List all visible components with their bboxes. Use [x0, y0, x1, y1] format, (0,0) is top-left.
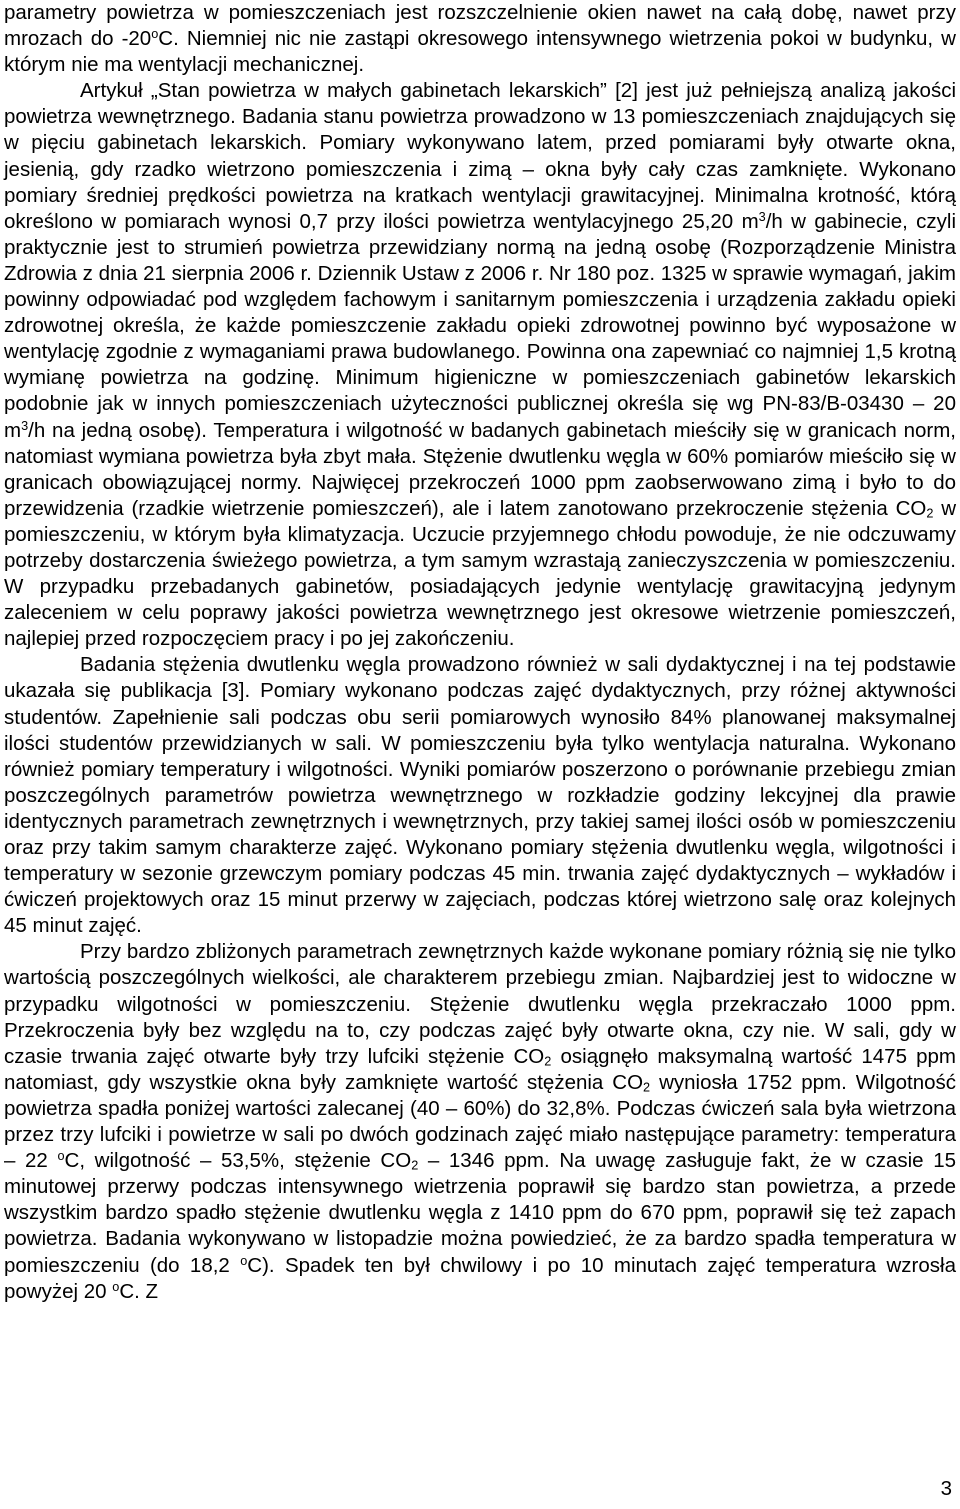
text-run: osiągnęło maksymalną wartość 1475 ppm natomiast, gdy wszystkie okna były zamknięte wartość stężenia CO	[4, 1044, 956, 1094]
text-run: C. Niemniej nic nie zastąpi okresowego intensywnego wietrzenia pokoi w budynku, w którym nie ma wentylacji mechanicznej.	[4, 27, 956, 77]
paragraph-1	[4, 0, 956, 78]
subscript: 2	[544, 1053, 552, 1069]
text-run: – 1346 ppm. Na uwagę zasługuje fakt, że w czasie 15 minutowej przerwy podczas intensywnego wietrzenia poprawił się bardzo stan powietrza, a przede wszystkim bardzo spadło stężenie dwutlenku węgla z 1410 ppm do 670 ppm, poprawił się też zapach powietrza. Badania wykonywano w listopadzie można powiedzieć, że za bardzo spadła temperatura w pomieszczeniu (do 18,2	[4, 1149, 956, 1277]
text-run: w pomieszczeniu, w którym była klimatyzacja. Uczucie przyjemnego chłodu powoduje, że nie odczuwamy potrzeby dostarczenia świeżego powietrza, a tym samym wzrastają zanieczyszczenia w pomieszczeniu. W przypadku przebadanych gabinetów, posiadających jedynie wentylację grawitacyjną jedynym zaleceniem w celu poprawy jakości powietrza wewnętrznego jest okresowe wietrzenie pomieszczeń, najlepiej przed rozpoczęciem pracy i po jej zakończeniu.	[4, 496, 957, 651]
superscript: o	[112, 1278, 120, 1294]
superscript: 3	[758, 208, 766, 224]
text-run: Artykuł „Stan powietrza w małych gabinetach lekarskich” [2] jest już pełniejszą analizą jakości powietrza wewnętrznego. Badania stanu powietrza prowadzono w 13 pomieszczeniach znajdujących się w pięciu gabinetach lekarskich. Pomiary wykonywano latem, przed pomiarami były otwarte okna, jesienią, gdy rzadko wietrzono pomieszczenia i zimą – okna były cały czas zamknięte. Wykonano pomiary średniej prędkości powietrza na kratkach wentylacji grawitacyjnej. Minimalna krotność, którą określono w pomiarach wynosi 0,7 przy ilości powietrza wentylacyjnego 25,20 m	[4, 79, 956, 233]
superscript: 3	[21, 417, 29, 433]
text-run: wyniosła 1752 ppm. Wilgotność powietrza spadła poniżej wartości zalecanej (40 – 60%) do 32,8%. Podczas ćwiczeń sala była wietrzona przez trzy lufciki i powietrze w sali po dwóch godzinach zajęć miało następujące parametry: temperatura – 22	[4, 1070, 956, 1173]
text-run: C). Spadek ten był chwilowy i po 10 minutach zajęć temperatura wzrosła powyżej 20	[4, 1253, 956, 1303]
superscript: o	[57, 1148, 65, 1164]
text-run: C, wilgotność – 53,5%, stężenie CO	[64, 1149, 412, 1173]
subscript: 2	[643, 1079, 651, 1095]
superscript: o	[240, 1252, 248, 1268]
subscript: 2	[926, 505, 934, 521]
paragraph-3	[4, 652, 956, 939]
text-run: parametry powietrza w pomieszczeniach jest rozszczelnienie okien nawet na całą dobę, nawet przy mrozach do -20	[4, 1, 956, 51]
text-run: Przy bardzo zbliżonych parametrach zewnętrznych każde wykonane pomiary różnią się nie tylko wartością poszczególnych wielkości, ale charakterem przebiegu zmian. Najbardziej jest to widoczne w przypadku wilgotności w pomieszczeniu. Stężenie dwutlenku węgla przekraczało 1000 ppm. Przekroczenia były bez względu na to, czy podczas zajęć były otwarte okna, czy nie. W sali, gdy w czasie trwania zajęć otwarte były trzy lufciki stężenie CO	[4, 940, 956, 1068]
paragraph-4	[4, 939, 956, 1304]
superscript: o	[151, 26, 159, 42]
page-number: 3	[940, 1477, 952, 1500]
paragraph-2	[4, 78, 956, 652]
text-run: C. Z	[119, 1279, 159, 1303]
subscript: 2	[411, 1157, 419, 1173]
text-run: Badania stężenia dwutlenku węgla prowadzono również w sali dydaktycznej i na tej podstawie ukazała się publikacja [3]. Pomiary wykonano podczas zajęć dydaktycznych, przy różnej aktywności studentów. Zapełnienie sali podczas obu serii pomiarowych wynosiło 84% planowanej maksymalnej ilości studentów przewidzianych w sali. W pomieszczeniu była tylko wentylacja naturalna. Wykonano również pomiary temperatury i wilgotności. Wyniki pomiarów poszerzono o porównanie przebiegu zmian poszczególnych parametrów powietrza wewnętrznego w rozkładzie godziny lekcyjnej dla prawie identycznych parametrach zewnętrznych i wewnętrznych, przy takiej samej ilości osób w pomieszczeniu oraz przy takim samym charakterze zajęć. Wykonano pomiary stężenia dwutlenku węgla, wilgotności i temperatury w sezonie grzewczym pomiary podczas 45 min. trwania zajęć dydaktycznych – wykładów i ćwiczeń projektowych oraz 15 minut przerwy w zajęciach, podczas której wietrzono salę oraz kolejnych 45 minut zajęć.	[4, 653, 956, 938]
text-run: /h w gabinecie, czyli praktycznie jest to strumień powietrza przewidziany normą na jedną osobę (Rozporządzenie Ministra Zdrowia z dnia 21 sierpnia 2006 r. Dziennik Ustaw z 2006 r. Nr 180 poz. 1325 w sprawie wymagań, jakim powinny odpowiadać pod względem fachowym i sanitarnym pomieszczenia i urządzenia zakładu opieki zdrowotnej określa, że każde pomieszczenie zakładu opieki zdrowotnej powinno być wyposażone w wentylację zgodnie z wymaganiami prawa budowlanego. Powinna ona zapewniać co najmniej 1,5 krotną wymianę powietrza na godzinę. Minimum higieniczne w pomieszczeniach gabinetów lekarskich podobnie jak w innych pomieszczeniach użyteczności publicznej określa się wg PN-83/B-03430 – 20 m	[4, 209, 957, 442]
text-run: /h na jedną osobę). Temperatura i wilgotność w badanych gabinetach mieściły się w granicach norm, natomiast wymiana powietrza była zbyt mała. Stężenie dwutlenku węgla w 60% pomiarów mieściło się w granicach obowiązującej normy. Najwięcej przekroczeń 1000 ppm zaobserwowano zimą i było to do przewidzenia (rzadkie wietrzenie pomieszczeń), ale i latem zanotowano przekroczenie stężenia CO	[4, 418, 956, 520]
document-page	[4, 0, 956, 1305]
